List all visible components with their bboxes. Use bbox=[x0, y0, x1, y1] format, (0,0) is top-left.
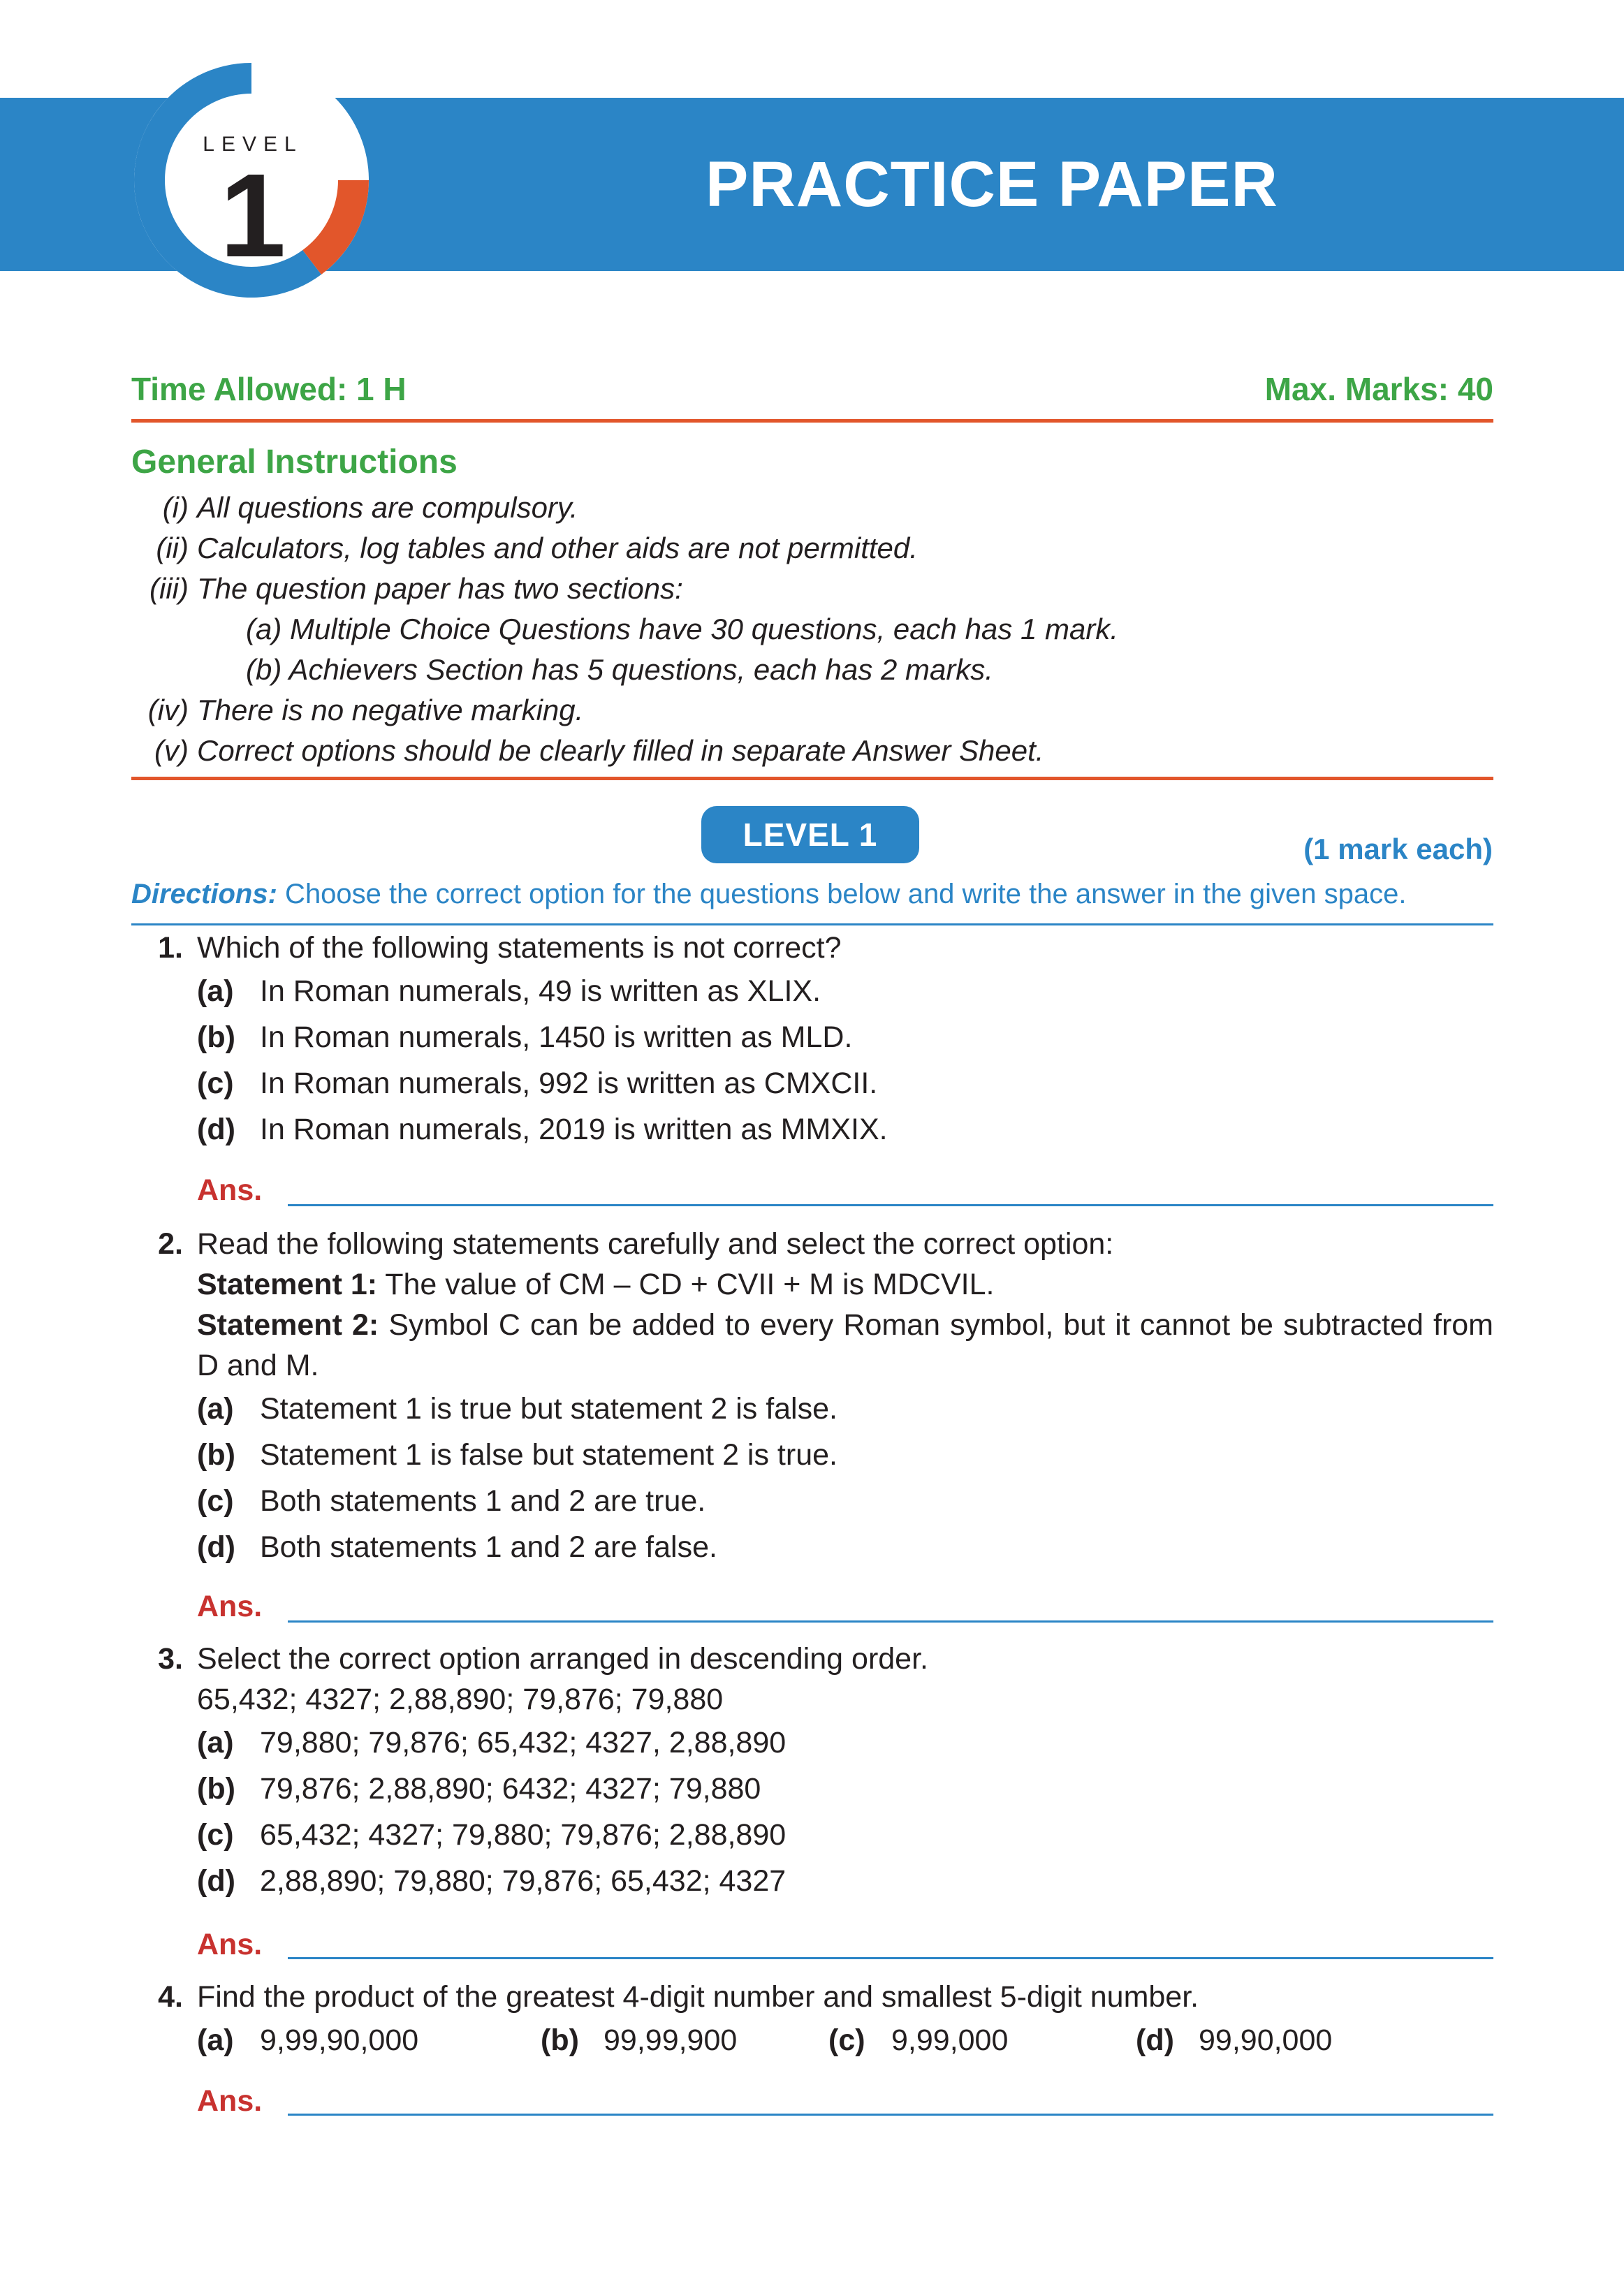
option-text: 9,99,90,000 bbox=[260, 2023, 419, 2057]
option-label: (c) bbox=[197, 1818, 234, 1852]
option-label: (a) bbox=[197, 2023, 234, 2057]
option[interactable] bbox=[197, 1386, 1493, 1432]
option-label: (b) bbox=[197, 1438, 235, 1472]
answer-label: Ans. bbox=[197, 1590, 263, 1623]
question-number: 2. bbox=[158, 1227, 183, 1261]
option[interactable] bbox=[197, 1014, 1493, 1060]
instruction-number: (i) bbox=[162, 491, 189, 524]
option-text: 65,432; 4327; 79,880; 79,876; 2,88,890 bbox=[260, 1818, 787, 1852]
instruction-text: (b) Achievers Section has 5 questions, each has 2 marks. bbox=[246, 653, 993, 686]
instruction-item bbox=[131, 690, 1493, 731]
instruction-text: Calculators, log tables and other aids are not permitted. bbox=[197, 532, 918, 564]
question-text: Which of the following statements is not correct? bbox=[197, 931, 842, 965]
statement-label: Statement 2: bbox=[197, 1308, 379, 1342]
option-text: In Roman numerals, 2019 is written as MMXIX. bbox=[260, 1113, 888, 1146]
directions-label: Directions: bbox=[131, 879, 277, 909]
instruction-subitem bbox=[131, 609, 1493, 650]
statement-1 bbox=[197, 1264, 1493, 1305]
instruction-item bbox=[131, 569, 1493, 609]
option-label: (d) bbox=[197, 1113, 235, 1146]
option-text: In Roman numerals, 49 is written as XLIX. bbox=[260, 974, 821, 1008]
paper-meta-row bbox=[131, 370, 1493, 419]
option[interactable] bbox=[197, 1812, 1493, 1858]
option[interactable] bbox=[197, 1766, 1493, 1812]
answer-line[interactable] bbox=[288, 1620, 1493, 1623]
option-label: (a) bbox=[197, 1726, 234, 1759]
option[interactable] bbox=[197, 1060, 1493, 1106]
option[interactable] bbox=[197, 1524, 1493, 1570]
page-title: PRACTICE PAPER bbox=[705, 149, 1278, 220]
option-label: (b) bbox=[197, 1772, 235, 1806]
option-label: (a) bbox=[197, 1392, 234, 1426]
time-allowed: Time Allowed: 1 H bbox=[131, 371, 407, 407]
divider bbox=[131, 777, 1493, 780]
option-label: (d) bbox=[1136, 2023, 1174, 2057]
level-section-pill: LEVEL 1 bbox=[701, 806, 919, 863]
instruction-text: There is no negative marking. bbox=[197, 694, 584, 726]
option[interactable] bbox=[197, 1106, 1493, 1152]
question-number: 4. bbox=[158, 1980, 183, 2014]
statement-label: Statement 1: bbox=[197, 1268, 378, 1301]
option-text: 99,99,900 bbox=[603, 2023, 738, 2057]
option-text: 2,88,890; 79,880; 79,876; 65,432; 4327 bbox=[260, 1864, 787, 1898]
answer-label: Ans. bbox=[197, 1928, 263, 1961]
option-text: In Roman numerals, 1450 is written as MLD. bbox=[260, 1020, 853, 1054]
option-label: (c) bbox=[197, 1484, 234, 1518]
statement-text: Symbol C can be added to every Roman symbol, but it cannot be subtracted from D and M. bbox=[197, 1308, 1493, 1382]
general-instructions-title: General Instructions bbox=[131, 444, 458, 481]
option[interactable] bbox=[197, 1432, 1493, 1478]
question-number: 1. bbox=[158, 931, 183, 965]
option-text: In Roman numerals, 992 is written as CMXCII. bbox=[260, 1067, 878, 1100]
question-text: Read the following statements carefully and select the correct option: bbox=[197, 1227, 1114, 1261]
question-text: Select the correct option arranged in descending order. bbox=[197, 1642, 928, 1676]
instruction-number: (v) bbox=[154, 734, 189, 767]
option-label: (d) bbox=[197, 1864, 235, 1898]
option-label: (b) bbox=[197, 1020, 235, 1054]
badge-level-word: LEVEL bbox=[203, 133, 303, 156]
question-text: Find the product of the greatest 4-digit number and smallest 5-digit number. bbox=[197, 1980, 1199, 2014]
directions bbox=[131, 879, 1500, 910]
statement-2 bbox=[197, 1305, 1493, 1386]
instruction-number: (iii) bbox=[149, 572, 189, 605]
option[interactable] bbox=[197, 1478, 1493, 1524]
instruction-subitem bbox=[131, 650, 1493, 690]
instruction-text: The question paper has two sections: bbox=[197, 572, 683, 605]
option-text: 79,880; 79,876; 65,432; 4327, 2,88,890 bbox=[260, 1726, 787, 1759]
instruction-item bbox=[131, 731, 1493, 771]
instruction-number: (ii) bbox=[156, 532, 189, 564]
option-text: 9,99,000 bbox=[891, 2023, 1009, 2057]
directions-text: Choose the correct option for the questions below and write the answer in the given space. bbox=[277, 879, 1407, 909]
question-number: 3. bbox=[158, 1642, 183, 1676]
option-text: Both statements 1 and 2 are false. bbox=[260, 1530, 717, 1564]
answer-label: Ans. bbox=[197, 2084, 263, 2118]
marks-note: (1 mark each) bbox=[1303, 833, 1493, 865]
instruction-item bbox=[131, 528, 1493, 569]
answer-line[interactable] bbox=[288, 2114, 1493, 2116]
option-label: (a) bbox=[197, 974, 234, 1008]
option-text: 99,90,000 bbox=[1199, 2023, 1333, 2057]
options-row bbox=[197, 2017, 1493, 2063]
option-text: Statement 1 is false but statement 2 is true. bbox=[260, 1438, 837, 1472]
answer-label: Ans. bbox=[197, 1173, 263, 1207]
general-instructions-list bbox=[131, 488, 1493, 771]
option[interactable] bbox=[197, 1858, 1493, 1904]
option-text: Statement 1 is true but statement 2 is false. bbox=[260, 1392, 837, 1426]
instruction-text: All questions are compulsory. bbox=[197, 491, 578, 524]
statement-text: The value of CM – CD + CVII + M is MDCVIL. bbox=[377, 1268, 995, 1301]
option[interactable] bbox=[197, 1720, 1493, 1766]
option-label: (c) bbox=[828, 2023, 865, 2057]
option-label: (d) bbox=[197, 1530, 235, 1564]
max-marks: Max. Marks: 40 bbox=[1264, 371, 1493, 407]
divider bbox=[131, 419, 1493, 423]
option-text: Both statements 1 and 2 are true. bbox=[260, 1484, 706, 1518]
directions-underline bbox=[131, 923, 1493, 925]
instruction-number: (iv) bbox=[147, 694, 189, 726]
option-label: (c) bbox=[197, 1067, 234, 1100]
instruction-text: (a) Multiple Choice Questions have 30 questions, each has 1 mark. bbox=[246, 613, 1118, 645]
instruction-text: Correct options should be clearly filled in separate Answer Sheet. bbox=[197, 734, 1044, 767]
instruction-item bbox=[131, 488, 1493, 528]
option-label: (b) bbox=[541, 2023, 579, 2057]
option[interactable] bbox=[197, 968, 1493, 1014]
answer-line[interactable] bbox=[288, 1204, 1493, 1206]
badge-level-number: 1 bbox=[219, 149, 286, 282]
answer-line[interactable] bbox=[288, 1957, 1493, 1959]
option-text: 79,876; 2,88,890; 6432; 4327; 79,880 bbox=[260, 1772, 761, 1806]
question-numbers: 65,432; 4327; 2,88,890; 79,876; 79,880 bbox=[197, 1683, 724, 1716]
